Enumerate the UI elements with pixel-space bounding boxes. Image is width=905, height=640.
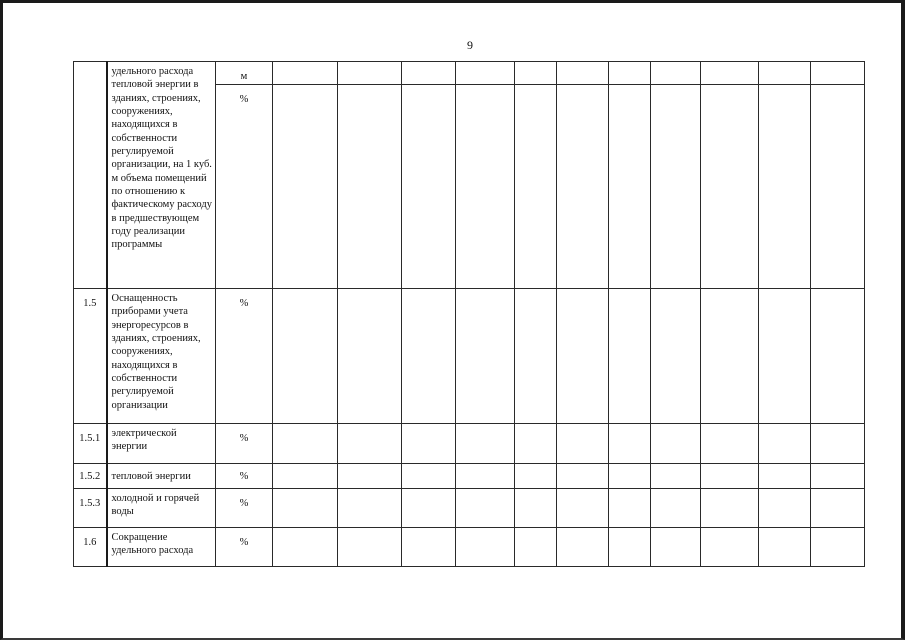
value-cell — [557, 424, 609, 464]
value-cell — [701, 464, 759, 489]
value-cell — [273, 464, 338, 489]
value-cell — [701, 62, 759, 289]
table-row — [74, 489, 865, 528]
value-cell — [609, 424, 651, 464]
value-cell — [456, 489, 515, 528]
table-row — [74, 424, 865, 464]
unit-label: % — [239, 471, 249, 482]
indicator-name: тепловой энергии — [107, 464, 216, 489]
row-number: 1.6 — [74, 528, 107, 567]
value-cell — [273, 528, 338, 567]
value-cell — [402, 289, 456, 424]
value-cell — [701, 528, 759, 567]
table-row — [74, 528, 865, 567]
value-cell — [515, 62, 557, 289]
value-cell — [811, 62, 865, 289]
value-cell — [557, 289, 609, 424]
value-cell — [701, 289, 759, 424]
row-number: 1.5 — [74, 289, 107, 424]
value-cell — [273, 424, 338, 464]
value-cell — [402, 528, 456, 567]
unit-label: м — [240, 71, 248, 82]
table-row — [74, 289, 865, 424]
indicator-name: Оснащенность приборами учета энергоресурсов в зданиях, строениях, сооружениях, находящихся в собственности регулируемой организации — [107, 289, 216, 424]
value-cell — [273, 62, 338, 289]
value-cell — [456, 289, 515, 424]
table-row — [74, 464, 865, 489]
unit-cell — [216, 62, 273, 289]
row-number: 1.5.3 — [74, 489, 107, 528]
value-cell — [651, 424, 701, 464]
value-cell — [701, 489, 759, 528]
row-number: 1.5.2 — [74, 464, 107, 489]
value-cell — [759, 489, 811, 528]
value-cell — [557, 464, 609, 489]
value-cell — [515, 464, 557, 489]
table-row — [74, 62, 865, 289]
value-cell — [273, 289, 338, 424]
value-cell — [402, 464, 456, 489]
value-cell — [811, 528, 865, 567]
value-cell — [651, 289, 701, 424]
value-cell — [609, 289, 651, 424]
value-cell — [338, 424, 402, 464]
value-cell — [515, 489, 557, 528]
indicator-name: удельного расхода тепловой энергии в зданиях, строениях, сооружениях, находящихся в собственности регулируемой организации, на 1 куб. м объема помещений по отношению к фактическому расходу в предшествующем году реализации программы — [107, 62, 216, 289]
value-cell — [338, 464, 402, 489]
value-cell — [811, 464, 865, 489]
value-cell — [651, 464, 701, 489]
unit-label: % — [239, 94, 249, 106]
value-cell — [759, 62, 811, 289]
unit-cell — [216, 289, 273, 424]
value-cell — [338, 289, 402, 424]
value-cell — [759, 464, 811, 489]
unit-cell — [216, 464, 273, 489]
value-cell — [557, 489, 609, 528]
value-cell — [456, 62, 515, 289]
value-cell — [811, 289, 865, 424]
row-number: 1.5.1 — [74, 424, 107, 464]
value-cell — [338, 62, 402, 289]
unit-label: % — [239, 298, 249, 309]
unit-cell — [216, 424, 273, 464]
value-cell — [759, 528, 811, 567]
value-cell — [557, 528, 609, 567]
unit-label: % — [239, 537, 249, 548]
value-cell — [609, 62, 651, 289]
page-number: 9 — [467, 38, 473, 52]
value-cell — [515, 424, 557, 464]
value-cell — [456, 528, 515, 567]
value-cell — [609, 489, 651, 528]
value-cell — [759, 289, 811, 424]
value-cell — [402, 62, 456, 289]
value-cell — [811, 424, 865, 464]
value-cell — [515, 528, 557, 567]
value-cell — [651, 489, 701, 528]
value-cell — [651, 62, 701, 289]
value-cell — [456, 464, 515, 489]
unit-label: % — [239, 498, 249, 509]
value-cell — [811, 489, 865, 528]
value-cell — [609, 464, 651, 489]
indicators-table — [73, 61, 865, 567]
indicator-name: электрической энергии — [107, 424, 216, 464]
value-cell — [651, 528, 701, 567]
value-cell — [338, 528, 402, 567]
value-cell — [557, 62, 609, 289]
row-number — [74, 62, 107, 289]
value-cell — [701, 424, 759, 464]
indicator-name: Сокращение удельного расхода — [107, 528, 216, 567]
unit-label: % — [239, 433, 249, 444]
unit-cell — [216, 489, 273, 528]
value-cell — [402, 424, 456, 464]
value-cell — [609, 528, 651, 567]
unit-cell — [216, 528, 273, 567]
value-cell — [759, 424, 811, 464]
indicator-name: холодной и горячей воды — [107, 489, 216, 528]
value-cell — [402, 489, 456, 528]
value-cell — [456, 424, 515, 464]
value-cell — [515, 289, 557, 424]
value-cell — [273, 489, 338, 528]
value-cell — [338, 489, 402, 528]
